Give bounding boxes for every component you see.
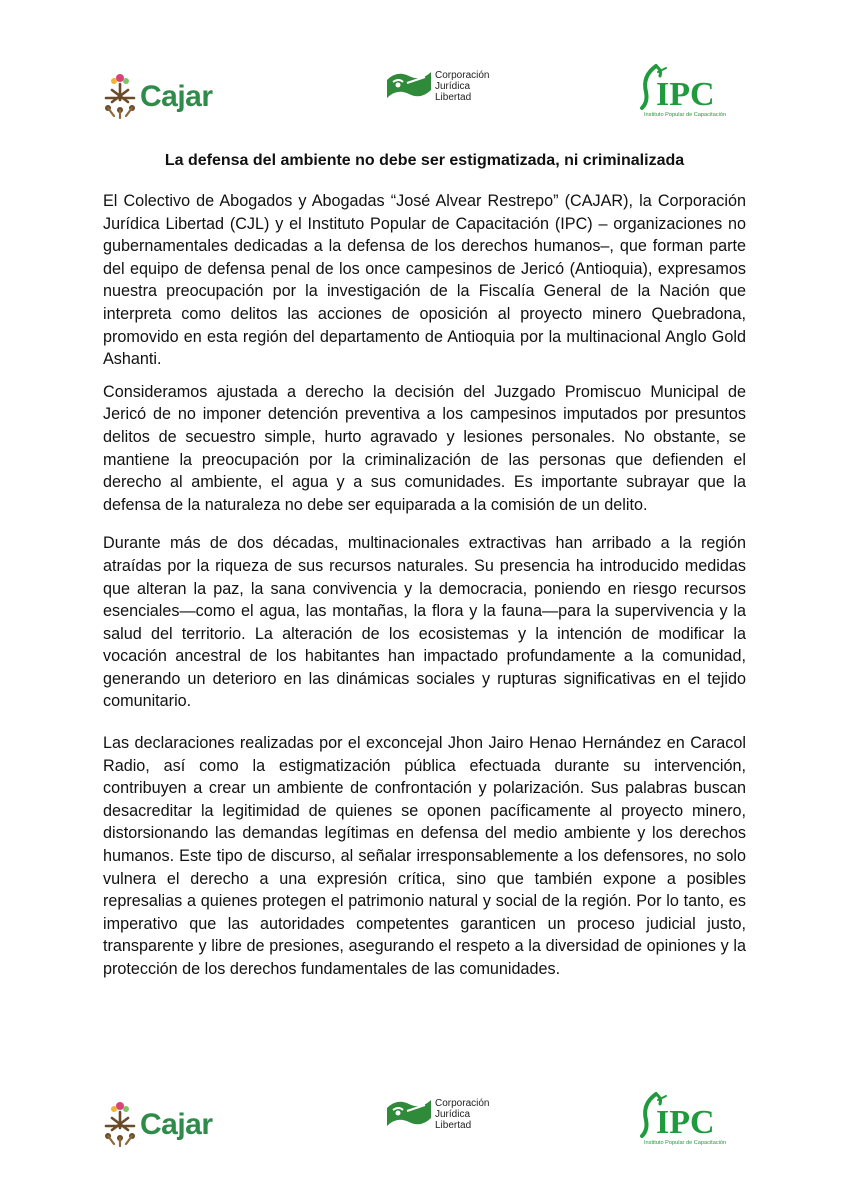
- cjl-logo-text: [435, 70, 489, 103]
- cajar-emblem-icon: [100, 1100, 140, 1148]
- ipc-logo-tagline: Instituto Popular de Capacitación: [644, 1140, 727, 1146]
- paragraph: Consideramos ajustada a derecho la decisión del Juzgado Promiscuo Municipal de Jericó de no imponer detención preventiva a los campesinos imputados por presuntos delitos de secuestro simple, hurto agravado y lesiones personales. No obstante, se mantiene la preocupación por la criminalización de las personas que defienden el derecho al ambiente, el agua y a sus comunidades. Es importante subrayar que la defensa de la naturaleza no debe ser equiparada a la comisión de un delito.: [103, 382, 746, 514]
- cjl-logo-line: Corporación: [435, 1098, 490, 1109]
- document-title: La defensa del ambiente no debe ser estigmatizada, ni criminalizada: [164, 152, 685, 169]
- ipc-logo-text: IPC: [656, 76, 715, 113]
- cjl-logo-line: Jurídica: [435, 81, 471, 92]
- cjl-logo-line: Libertad: [435, 1120, 472, 1131]
- paragraph: El Colectivo de Abogados y Abogadas “José Alvear Restrepo” (CAJAR), la Corporación Jurídica Libertad (CJL) y el Instituto Popular de Capacitación (IPC) – organizaciones no gubernamentales dedicadas a la defensa de los derechos humanos–, que forman parte del equipo de defensa penal de los once campesinos de Jericó (Antioquia), expresamos nuestra preocupación por la investigación de la Fiscalía General de la Nación que interpreta como delitos las acciones de oposición al proyecto minero Quebradona, promovido en esta región del departamento de Antioquia por la multinacional Anglo Gold Ashanti.: [103, 192, 746, 369]
- cjl-logo-line: Libertad: [435, 92, 472, 103]
- paragraph: Las declaraciones realizadas por el exconcejal Jhon Jairo Henao Hernández en Caracol Radio, así como la estigmatización pública efectuada durante su intervención, contribuyen a crear un ambiente de confrontación y polarización. Sus palabras buscan desacreditar la legitimidad de quienes se oponen pacíficamente al proyecto minero, distorsionando las demandas legítimas en defensa del medio ambiente y los derechos humanos. Este tipo de discurso, al señalar irresponsablemente a los defensores, no solo vulnera el derecho a una expresión crítica, sino que también expone a posibles represalias a quienes protegen el patrimonio natural y social de la región. Por lo tanto, es imperativo que las autoridades competentes garanticen un proceso judicial justo, transparente y libre de presiones, asegurando el respeto a la diversidad de opiniones y la protección de los derechos fundamentales de las comunidades.: [103, 734, 746, 978]
- ipc-logo-text: IPC: [656, 1104, 715, 1141]
- cjl-logo-text: [435, 1098, 489, 1131]
- cjl-logo-line: Corporación: [435, 70, 490, 81]
- cjl-emblem-icon: [385, 1096, 433, 1130]
- ipc-logo-tagline: Instituto Popular de Capacitación: [644, 112, 727, 118]
- cajar-emblem-icon: [100, 72, 140, 120]
- paragraph: Durante más de dos décadas, multinacionales extractivas han arribado a la región atraídas por la riqueza de sus recursos naturales. Su presencia ha introducido medidas que alteran la paz, la sana convivencia y la democracia, poniendo en riesgo recursos esenciales—como el agua, las montañas, la flora y la fauna—para la supervivencia y la salud del territorio. La alteración de los ecosistemas y la intención de modificar la vocación ancestral de los habitantes han impactado profundamente a la comunidad, generando un deterioro en las dinámicas sociales y rupturas significativas en el tejido comunitario.: [103, 534, 746, 711]
- cajar-logo-text: Cajar: [140, 80, 213, 113]
- footer-logos: [0, 1090, 849, 1170]
- cjl-emblem-icon: [385, 68, 433, 102]
- cajar-logo-text: Cajar: [140, 1108, 213, 1141]
- cjl-logo-line: Jurídica: [435, 1109, 471, 1120]
- header-logos: [0, 62, 849, 142]
- document-body: [103, 190, 746, 981]
